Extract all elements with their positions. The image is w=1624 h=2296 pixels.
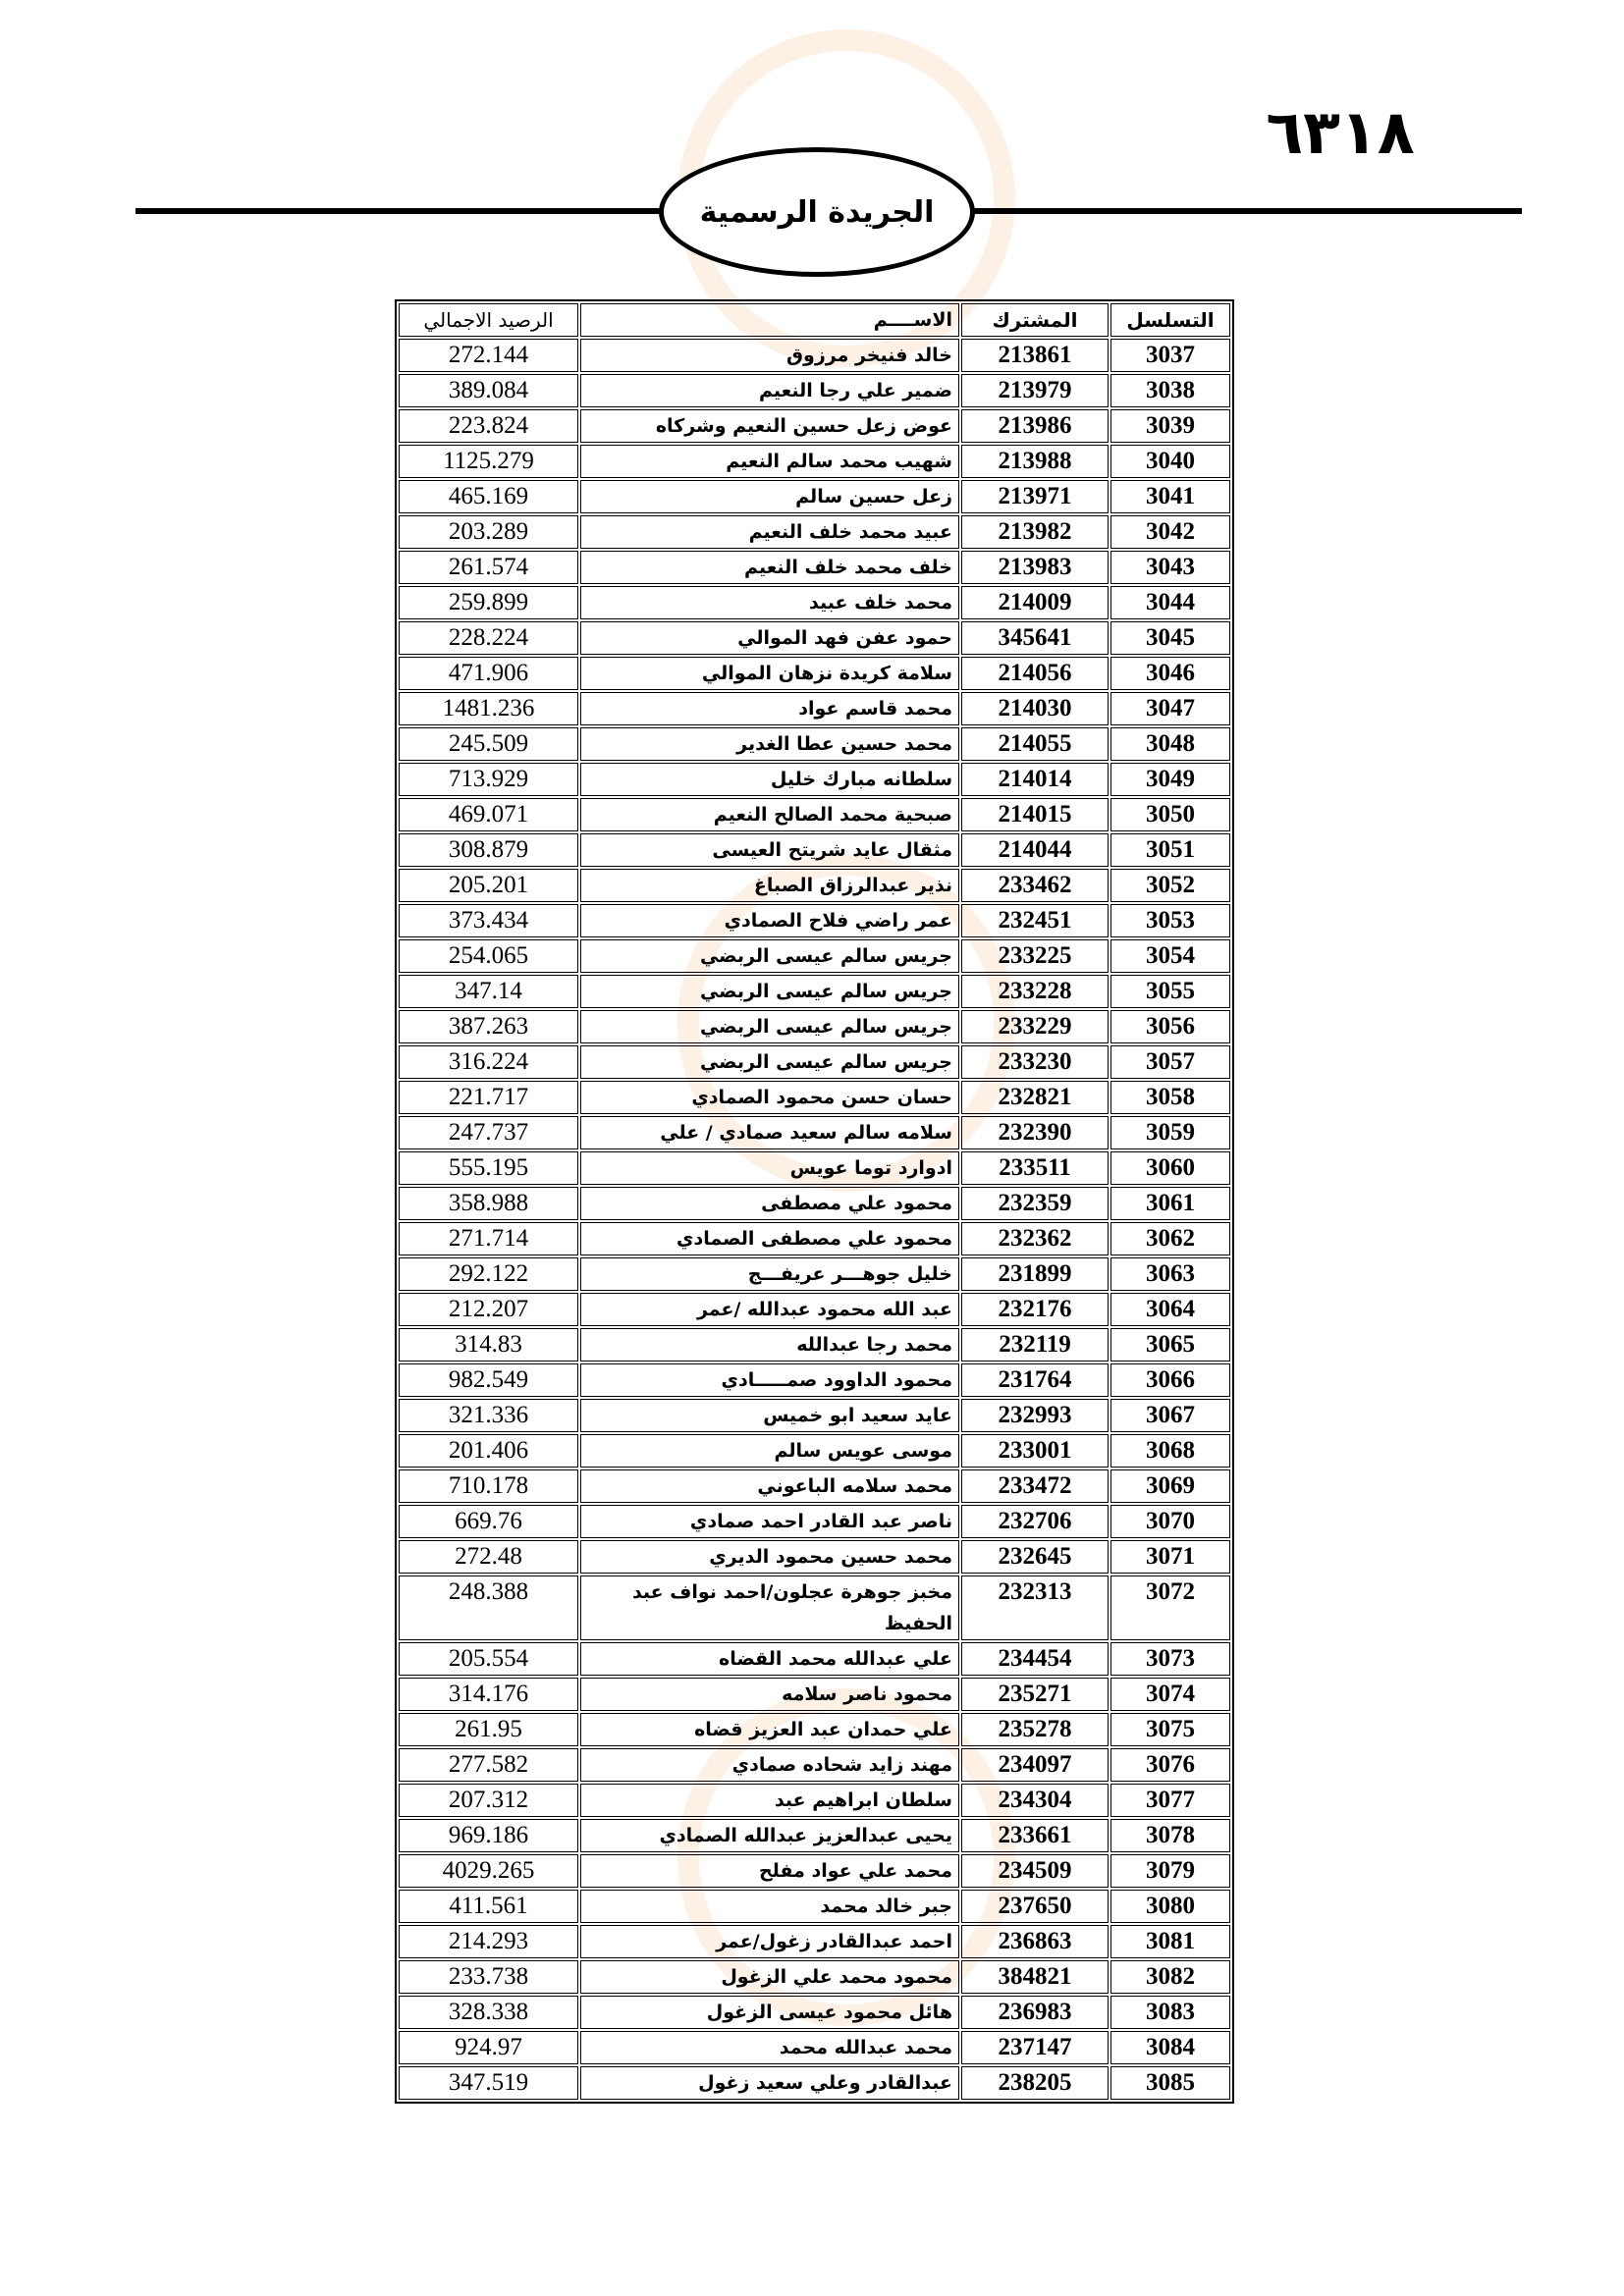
balance-cell: 223.824 [399, 409, 578, 443]
name-cell: جريس سالم عيسى الربضي [580, 1045, 959, 1079]
serial-cell: 3082 [1110, 1960, 1230, 1994]
balance-cell: 292.122 [399, 1257, 578, 1291]
table-header-row [399, 303, 1230, 337]
name-cell: محمود محمد علي الزغول [580, 1960, 959, 1994]
balance-cell: 669.76 [399, 1505, 578, 1538]
balance-cell: 465.169 [399, 480, 578, 513]
serial-cell: 3062 [1110, 1222, 1230, 1255]
subscriber-cell: 345641 [961, 621, 1109, 655]
table-row [399, 586, 1230, 619]
table-row [399, 621, 1230, 655]
subscriber-cell: 214030 [961, 692, 1109, 725]
serial-cell: 3051 [1110, 833, 1230, 867]
balance-cell: 205.554 [399, 1642, 578, 1676]
table-row [399, 1010, 1230, 1043]
subscriber-cell: 236983 [961, 1996, 1109, 2029]
name-cell: محمود علي مصطفى [580, 1187, 959, 1220]
balance-cell: 328.338 [399, 1996, 578, 2029]
name-cell: يحيى عبدالعزيز عبدالله الصمادي [580, 1819, 959, 1852]
subscriber-cell: 213971 [961, 480, 1109, 513]
subscriber-cell: 213982 [961, 515, 1109, 549]
subscriber-cell: 214009 [961, 586, 1109, 619]
balance-cell: 411.561 [399, 1890, 578, 1923]
table-row [399, 1819, 1230, 1852]
table-row [399, 1784, 1230, 1817]
serial-cell: 3038 [1110, 374, 1230, 407]
name-cell: عمر راضي فلاح الصمادي [580, 904, 959, 937]
balance-cell: 221.717 [399, 1081, 578, 1114]
name-cell: نذير عبدالرزاق الصباغ [580, 869, 959, 902]
table-row [399, 1540, 1230, 1574]
table-row [399, 1399, 1230, 1432]
table-row [399, 515, 1230, 549]
subscriber-cell: 236863 [961, 1925, 1109, 1958]
serial-cell: 3043 [1110, 551, 1230, 584]
subscriber-cell: 238205 [961, 2066, 1109, 2100]
balance-cell: 254.065 [399, 939, 578, 973]
subscriber-cell: 214044 [961, 833, 1109, 867]
subscriber-cell: 232821 [961, 1081, 1109, 1114]
subscriber-cell: 232359 [961, 1187, 1109, 1220]
table-row [399, 1045, 1230, 1079]
serial-cell: 3085 [1110, 2066, 1230, 2100]
name-cell: سلامة كريدة نزهان الموالي [580, 657, 959, 690]
table-row [399, 727, 1230, 761]
table-row [399, 692, 1230, 725]
table-row [399, 1151, 1230, 1185]
balance-cell: 321.336 [399, 1399, 578, 1432]
subscriber-cell: 214055 [961, 727, 1109, 761]
table-row [399, 1642, 1230, 1676]
balance-cell: 272.144 [399, 339, 578, 372]
name-cell: سلطانه مبارك خليل [580, 763, 959, 796]
name-cell: خليل جوهـــر عريفـــج [580, 1257, 959, 1291]
balance-cell: 713.929 [399, 763, 578, 796]
subscriber-cell: 231764 [961, 1363, 1109, 1397]
subscriber-cell: 232451 [961, 904, 1109, 937]
balance-cell: 261.95 [399, 1713, 578, 1746]
subscriber-cell: 214056 [961, 657, 1109, 690]
name-cell: صبحية محمد الصالح النعيم [580, 798, 959, 831]
table-row [399, 339, 1230, 372]
balance-cell: 373.434 [399, 904, 578, 937]
balance-cell: 308.879 [399, 833, 578, 867]
table-row [399, 657, 1230, 690]
table-row [399, 445, 1230, 478]
table-row [399, 1890, 1230, 1923]
name-cell: حسان حسن محمود الصمادي [580, 1081, 959, 1114]
subscriber-cell: 213986 [961, 409, 1109, 443]
balance-cell: 316.224 [399, 1045, 578, 1079]
serial-cell: 3061 [1110, 1187, 1230, 1220]
subscriber-cell: 234454 [961, 1642, 1109, 1676]
table-row [399, 1081, 1230, 1114]
table-row [399, 1996, 1230, 2029]
name-cell: خلف محمد خلف النعيم [580, 551, 959, 584]
name-cell: عبد الله محمود عبدالله /عمر [580, 1293, 959, 1326]
serial-cell: 3070 [1110, 1505, 1230, 1538]
name-cell: جريس سالم عيسى الربضي [580, 939, 959, 973]
name-cell: مخبز جوهرة عجلون/احمد نواف عبد الحفيظ [580, 1575, 959, 1640]
name-cell: خالد فنيخر مرزوق [580, 339, 959, 372]
subscriber-cell: 214015 [961, 798, 1109, 831]
subscriber-cell: 233472 [961, 1469, 1109, 1503]
subscriber-cell: 231899 [961, 1257, 1109, 1291]
table-row [399, 904, 1230, 937]
serial-cell: 3052 [1110, 869, 1230, 902]
subscriber-cell: 235278 [961, 1713, 1109, 1746]
subscriber-cell: 233511 [961, 1151, 1109, 1185]
serial-cell: 3064 [1110, 1293, 1230, 1326]
serial-cell: 3079 [1110, 1854, 1230, 1888]
serial-cell: 3060 [1110, 1151, 1230, 1185]
subscriber-cell: 233225 [961, 939, 1109, 973]
serial-cell: 3048 [1110, 727, 1230, 761]
table-row [399, 2066, 1230, 2100]
subscriber-cell: 213861 [961, 339, 1109, 372]
serial-cell: 3045 [1110, 621, 1230, 655]
balance-cell: 314.83 [399, 1328, 578, 1362]
balance-cell: 228.224 [399, 621, 578, 655]
table-row [399, 1713, 1230, 1746]
name-cell: جبر خالد محمد [580, 1890, 959, 1923]
table-row [399, 1854, 1230, 1888]
name-cell: سلامه سالم سعيد صمادي / علي [580, 1116, 959, 1149]
balance-cell: 205.201 [399, 869, 578, 902]
table-row [399, 975, 1230, 1008]
balance-cell: 245.509 [399, 727, 578, 761]
serial-cell: 3084 [1110, 2031, 1230, 2064]
subscriber-cell: 237147 [961, 2031, 1109, 2064]
subscriber-cell: 232993 [961, 1399, 1109, 1432]
serial-cell: 3058 [1110, 1081, 1230, 1114]
name-cell: عوض زعل حسين النعيم وشركاه [580, 409, 959, 443]
serial-cell: 3059 [1110, 1116, 1230, 1149]
table-row [399, 869, 1230, 902]
balance-cell: 389.084 [399, 374, 578, 407]
serial-cell: 3037 [1110, 339, 1230, 372]
subscriber-cell: 233462 [961, 869, 1109, 902]
serial-cell: 3055 [1110, 975, 1230, 1008]
balance-cell: 982.549 [399, 1363, 578, 1397]
subscriber-cell: 213983 [961, 551, 1109, 584]
balance-cell: 1125.279 [399, 445, 578, 478]
name-cell: عبدالقادر وعلي سعيد زغول [580, 2066, 959, 2100]
serial-cell: 3074 [1110, 1678, 1230, 1711]
subscriber-cell: 233229 [961, 1010, 1109, 1043]
serial-cell: 3071 [1110, 1540, 1230, 1574]
name-cell: احمد عبدالقادر زغول/عمر [580, 1925, 959, 1958]
subscriber-cell: 234304 [961, 1784, 1109, 1817]
serial-cell: 3069 [1110, 1469, 1230, 1503]
serial-cell: 3053 [1110, 904, 1230, 937]
serial-cell: 3039 [1110, 409, 1230, 443]
serial-cell: 3063 [1110, 1257, 1230, 1291]
serial-cell: 3065 [1110, 1328, 1230, 1362]
balance-cell: 247.737 [399, 1116, 578, 1149]
balance-cell: 271.714 [399, 1222, 578, 1255]
table-row [399, 798, 1230, 831]
subscriber-cell: 234509 [961, 1854, 1109, 1888]
balance-cell: 203.289 [399, 515, 578, 549]
subscriber-cell: 232645 [961, 1540, 1109, 1574]
name-cell: هائل محمود عيسى الزغول [580, 1996, 959, 2029]
table-row [399, 1678, 1230, 1711]
serial-cell: 3081 [1110, 1925, 1230, 1958]
subscriber-cell: 213979 [961, 374, 1109, 407]
balance-cell: 212.207 [399, 1293, 578, 1326]
name-cell: جريس سالم عيسى الربضي [580, 975, 959, 1008]
subscriber-cell: 233230 [961, 1045, 1109, 1079]
serial-cell: 3041 [1110, 480, 1230, 513]
serial-cell: 3068 [1110, 1434, 1230, 1468]
table-row [399, 763, 1230, 796]
table-row [399, 1257, 1230, 1291]
column-header-balance: الرصيد الاجمالي [399, 303, 578, 337]
balance-cell: 471.906 [399, 657, 578, 690]
table-row [399, 374, 1230, 407]
table-row [399, 480, 1230, 513]
table-row [399, 1505, 1230, 1538]
serial-cell: 3046 [1110, 657, 1230, 690]
name-cell: محمد علي عواد مفلح [580, 1854, 959, 1888]
publication-title-oval [659, 147, 975, 277]
balance-cell: 469.071 [399, 798, 578, 831]
serial-cell: 3075 [1110, 1713, 1230, 1746]
subscriber-cell: 213988 [961, 445, 1109, 478]
balance-cell: 924.97 [399, 2031, 578, 2064]
page-number: ٦٣١٨ [1266, 96, 1415, 168]
serial-cell: 3044 [1110, 586, 1230, 619]
name-cell: علي عبدالله محمد القضاه [580, 1642, 959, 1676]
table-row [399, 1222, 1230, 1255]
balance-cell: 387.263 [399, 1010, 578, 1043]
serial-cell: 3040 [1110, 445, 1230, 478]
name-cell: موسى عويس سالم [580, 1434, 959, 1468]
serial-cell: 3083 [1110, 1996, 1230, 2029]
serial-cell: 3054 [1110, 939, 1230, 973]
table-row [399, 1187, 1230, 1220]
name-cell: ناصر عبد القادر احمد صمادي [580, 1505, 959, 1538]
subscriber-cell: 232362 [961, 1222, 1109, 1255]
balance-cell: 248.388 [399, 1575, 578, 1640]
table-row [399, 1363, 1230, 1397]
serial-cell: 3077 [1110, 1784, 1230, 1817]
table-row [399, 551, 1230, 584]
name-cell: محمود ناصر سلامه [580, 1678, 959, 1711]
serial-cell: 3050 [1110, 798, 1230, 831]
serial-cell: 3080 [1110, 1890, 1230, 1923]
subscriber-cell: 233661 [961, 1819, 1109, 1852]
serial-cell: 3057 [1110, 1045, 1230, 1079]
balance-cell: 261.574 [399, 551, 578, 584]
subscriber-cell: 232390 [961, 1116, 1109, 1149]
name-cell: محمد عبدالله محمد [580, 2031, 959, 2064]
name-cell: مثقال عايد شريتح العيسى [580, 833, 959, 867]
balance-cell: 347.519 [399, 2066, 578, 2100]
balance-cell: 1481.236 [399, 692, 578, 725]
table-row [399, 1748, 1230, 1782]
serial-cell: 3047 [1110, 692, 1230, 725]
balance-cell: 277.582 [399, 1748, 578, 1782]
balance-cell: 555.195 [399, 1151, 578, 1185]
serial-cell: 3067 [1110, 1399, 1230, 1432]
name-cell: محمد حسين عطا الغدير [580, 727, 959, 761]
balance-cell: 233.738 [399, 1960, 578, 1994]
serial-cell: 3073 [1110, 1642, 1230, 1676]
name-cell: سلطان ابراهيم عبد [580, 1784, 959, 1817]
subscriber-cell: 233228 [961, 975, 1109, 1008]
serial-cell: 3049 [1110, 763, 1230, 796]
name-cell: علي حمدان عبد العزيز قضاه [580, 1713, 959, 1746]
subscriber-cell: 234097 [961, 1748, 1109, 1782]
name-cell: محمد قاسم عواد [580, 692, 959, 725]
balance-cell: 4029.265 [399, 1854, 578, 1888]
table-row [399, 939, 1230, 973]
name-cell: محمد خلف عبيد [580, 586, 959, 619]
balance-cell: 347.14 [399, 975, 578, 1008]
column-header-subscriber: المشترك [961, 303, 1109, 337]
serial-cell: 3042 [1110, 515, 1230, 549]
balance-cell: 272.48 [399, 1540, 578, 1574]
balance-cell: 710.178 [399, 1469, 578, 1503]
name-cell: عبيد محمد خلف النعيم [580, 515, 959, 549]
table-row [399, 409, 1230, 443]
name-cell: ضمير علي رجا النعيم [580, 374, 959, 407]
subscriber-cell: 214014 [961, 763, 1109, 796]
name-cell: زعل حسين سالم [580, 480, 959, 513]
balance-cell: 214.293 [399, 1925, 578, 1958]
name-cell: مهند زايد شحاده صمادي [580, 1748, 959, 1782]
subscriber-cell: 384821 [961, 1960, 1109, 1994]
name-cell: محمد سلامه الباعوني [580, 1469, 959, 1503]
name-cell: محمود الداوود صمـــــادي [580, 1363, 959, 1397]
serial-cell: 3076 [1110, 1748, 1230, 1782]
serial-cell: 3056 [1110, 1010, 1230, 1043]
name-cell: حمود عفن فهد الموالي [580, 621, 959, 655]
name-cell: شهيب محمد سالم النعيم [580, 445, 959, 478]
subscriber-cell: 232176 [961, 1293, 1109, 1326]
subscriber-cell: 237650 [961, 1890, 1109, 1923]
table-row [399, 1293, 1230, 1326]
column-header-name: الاســــم [580, 303, 959, 337]
name-cell: محمود علي مصطفى الصمادي [580, 1222, 959, 1255]
subscriber-cell: 232119 [961, 1328, 1109, 1362]
balance-cell: 207.312 [399, 1784, 578, 1817]
subscriber-cell: 233001 [961, 1434, 1109, 1468]
subscriber-cell: 232706 [961, 1505, 1109, 1538]
table-row [399, 1469, 1230, 1503]
subscriber-cell: 232313 [961, 1575, 1109, 1640]
balance-cell: 969.186 [399, 1819, 578, 1852]
balance-cell: 314.176 [399, 1678, 578, 1711]
table-row [399, 1925, 1230, 1958]
table-row [399, 833, 1230, 867]
table-row [399, 1575, 1230, 1640]
table-row [399, 1328, 1230, 1362]
table-row [399, 1960, 1230, 1994]
name-cell: ادوارد توما عويس [580, 1151, 959, 1185]
balance-cell: 259.899 [399, 586, 578, 619]
balance-cell: 201.406 [399, 1434, 578, 1468]
name-cell: عايد سعيد ابو خميس [580, 1399, 959, 1432]
balance-cell: 358.988 [399, 1187, 578, 1220]
name-cell: محمد رجا عبدالله [580, 1328, 959, 1362]
serial-cell: 3078 [1110, 1819, 1230, 1852]
serial-cell: 3072 [1110, 1575, 1230, 1640]
table-row [399, 2031, 1230, 2064]
table-row [399, 1116, 1230, 1149]
serial-cell: 3066 [1110, 1363, 1230, 1397]
table-row [399, 1434, 1230, 1468]
publication-title: الجريدة الرسمية [699, 194, 935, 230]
column-header-serial: التسلسل [1110, 303, 1230, 337]
name-cell: جريس سالم عيسى الربضي [580, 1010, 959, 1043]
subscribers-table [395, 299, 1234, 2104]
subscriber-cell: 235271 [961, 1678, 1109, 1711]
name-cell: محمد حسين محمود الديري [580, 1540, 959, 1574]
